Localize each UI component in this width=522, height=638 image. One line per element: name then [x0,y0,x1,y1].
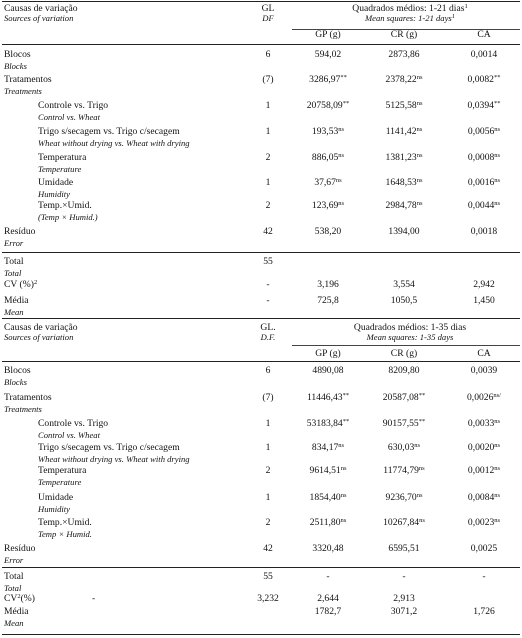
table1-df-header-en [208,13,328,24]
table1-row-3-df-text: 1 [265,126,271,137]
table2-col-header-0-text: GP (g) [315,348,341,359]
table2-row-6-label-en-text: Temp × Humid. [38,529,92,539]
table2-row-4-label-en [38,477,81,488]
table1-row-1-gp-text: 3286,97 [309,74,341,85]
table1-row-5-label [38,177,73,188]
table2-row-8-gp-text: - [326,571,330,582]
table2-row-0-ca-text: 0,0039 [470,365,498,376]
table2-row-4-label-text: Temperatura [38,465,87,476]
table2-row-4-ca-sup: ns [494,465,501,472]
table1-row-6-ca-sup: ns [494,200,501,207]
table1-col-header-1-text: CR (g) [390,29,418,40]
table2-row-0-gp-text: 4890,08 [312,365,344,376]
table1-row-1-ca [424,74,522,85]
table1-row-4-ca-text: 0,0008 [467,152,495,163]
table2-row-3-ca [424,442,522,453]
table2-row-9-label-suffix: (%) [20,593,35,604]
table1-row-5-ca-text: 0,0016 [467,177,495,188]
table1-row-2-ca-text: 0,0394 [467,100,494,111]
table2-row-3-label-text: Trigo s/secagem vs. Trigo c/secagem [38,442,180,453]
table1-row-9-label-text: CV (%) [4,279,34,290]
table1-row-4-ca [424,152,522,163]
table1-row-5-cr-text: 1648,53 [385,177,417,188]
table1-row-1-ca-text: 0,0082 [467,74,494,85]
table1-row-4-cr-text: 1381,23 [385,152,417,163]
table2-row-6-label [38,517,92,528]
table1-row-6-ca [424,200,522,211]
table2-row-1-gp-text: 11446,43 [306,392,343,403]
table1-row-2-cr-sup: ns [416,100,423,107]
table2-row-0-label-en-text: Blocks [4,377,27,387]
table1-row-7-df-text: 42 [263,226,273,237]
table2-row-9-cr [344,593,464,604]
table2-row-5-cr-sup: ns [416,492,423,499]
table1-row-2-ca-sup: ** [493,100,501,107]
table2-row-2-ca-sup: ns [494,418,501,425]
table2-row-3-ca-text: 0,0020 [467,442,495,453]
table1-row-6-df-text: 2 [265,200,271,211]
table1-row-4-ca-sup: ns [494,152,501,159]
table1-row-1-gp-sup: ** [340,74,347,81]
table2-row-10-ca-text: 1,726 [473,606,495,617]
table2-row-5-label-en-text: Humidity [38,504,70,514]
table1-ms-header-en [350,13,470,24]
table1-row-4-gp-text: 886,05 [311,152,339,163]
table2-row-6-cr-text: 10267,84 [383,517,420,528]
table1-row-8-df-text: 55 [263,256,273,267]
table1-row-4-label-text: Temperatura [38,152,87,163]
table1-row-3-label-en [38,138,190,149]
table1-row-10-label-en-text: Mean [4,307,24,317]
table2-row-5-ca-sup: ns [494,492,501,499]
table1-row-3-gp-text: 193,53 [311,126,339,137]
table1-row-7-ca [424,226,522,237]
table1-row-6-ca-text: 0,0044 [467,200,495,211]
table2-row-5-ca-text: 0,0084 [467,492,495,503]
table2-row-3-gp-sup: ns [338,442,345,449]
table1-row-9-df-text: - [266,279,270,290]
table1-row-8-label-en-text: Total [4,268,22,278]
table2-row-3-df-text: 1 [265,442,271,453]
table2-row-1-label-en [4,404,42,415]
table2-row-3-cr-text: 630,03 [387,442,415,453]
table2-row-5-cr-text: 9236,70 [385,492,417,503]
table1-ms-header-en-sup: 1 [451,13,456,20]
table2-row-8-label [4,571,24,582]
table2-df-header-en [208,332,328,343]
table1-ms-header-sup: 1 [464,3,468,10]
table-rule [2,361,520,362]
table2-row-5-gp-text: 1854,40 [309,492,341,503]
table2-row-2-ca [424,418,522,429]
table1-row-1-cr-sup: ns [416,74,423,81]
table2-row-8-df-text: 55 [263,571,273,582]
table1-row-5-label-en [38,189,70,200]
table2-ms-header-en [350,332,470,343]
table-rule [2,634,520,635]
table2-row-7-gp-text: 3320,48 [312,543,344,554]
table2-row-4-ca-text: 0,0012 [467,465,495,476]
table2-row-10-cr-text: 3071,2 [390,606,418,617]
table1-row-5-cr-sup: ns [416,177,423,184]
table1-row-8-label-en [4,268,21,279]
table1-row-9-ca [424,279,522,290]
table2-row-5-df-text: 1 [265,492,271,503]
table-rule [2,1,520,2]
table1-row-2-label-en-text: Control vs. Wheat [38,112,100,122]
table2-row-1-label-text: Tratamentos [4,392,52,403]
table2-source-header-en-text: Sources of variation [4,332,74,342]
table2-row-0-df-text: 6 [265,365,271,376]
table1-row-9-label-sup: 2 [33,279,38,286]
table-rule [2,318,520,319]
table2-row-9-label-text: CV [4,593,18,604]
table1-row-4-gp-sup: ns [338,152,345,159]
table1-source-header-text: Causas de variação [4,3,78,14]
table2-row-5-label-en [38,504,70,515]
table1-row-1-cr-text: 2378,22 [385,74,417,85]
table2-col-header-2 [424,348,522,359]
table1-row-0-cr-text: 2873,86 [388,49,420,60]
table2-row-7-ca [424,543,522,554]
table1-row-7-label-en-text: Error [4,238,24,248]
table2-row-10-label-en-text: Mean [4,618,24,628]
table1-row-6-label [38,200,92,211]
table2-row-8-ca [424,571,522,582]
table2-row-9-label-sup: 2 [17,593,21,600]
table2-row-7-label [4,543,35,554]
table2-row-6-cr-sup: ns [419,517,425,524]
table1-row-2-cr-text: 5125,58 [385,100,417,111]
table2-row-5-label [38,492,73,503]
table1-row-4-cr-sup: ns [416,152,423,159]
table1-row-7-ca-text: 0,0018 [470,226,498,237]
table2-source-header-text: Causas de variação [4,322,78,333]
table1-row-1-ca-sup: ** [493,74,501,81]
table1-row-1-label-en-text: Treatments [4,86,42,96]
table1-row-10-cr-text: 1050,5 [390,295,418,306]
table2-row-3-label-en-text: Wheat without drying vs. Wheat with drying [38,454,190,464]
table2-row-8-cr-text: - [402,571,406,582]
table1-row-5-gp-sup: ns [335,177,342,184]
table2-row-9-label [4,593,35,604]
table1-row-0-df-text: 6 [265,49,271,60]
table1-row-10-gp-text: 725,8 [317,295,339,306]
table2-row-1-df-text: (7) [262,392,274,403]
table1-row-6-label-en [38,212,98,223]
table1-row-9-cr-text: 3,554 [393,279,415,290]
table2-col-header-2-text: CA [477,348,491,359]
table2-row-4-gp-text: 9614,51 [309,465,341,476]
table2-row-1-gp-sup: ** [342,392,350,399]
table1-col-header-0-text: GP (g) [315,29,341,40]
table1-col-header-2-text: CA [477,29,491,40]
table2-row-3-cr-sup: ns [414,442,421,449]
table2-row-1-cr-sup: ** [418,392,426,399]
table1-row-5-label-en-text: Humidity [38,189,70,199]
table1-row-6-label-en-text: (Temp × Humid.) [38,212,98,222]
table1-row-6-cr-text: 2984,78 [385,200,417,211]
table1-row-2-df-text: 1 [265,100,271,111]
table1-row-0-ca-text: 0,0014 [470,49,498,60]
table1-row-10-ca [424,295,522,306]
table2-ms-header-text: Quadrados médios: 1-35 dias [353,322,467,333]
table2-df-header-en-text: D.F. [260,332,276,342]
table2-row-10-label-en [4,618,24,629]
table2-row-3-label-en [38,454,190,465]
table1-ms-header-en-text: Mean squares: 1-21 days [364,13,452,23]
table2-ms-header-en-text: Mean squares: 1-35 days [366,332,454,342]
table2-row-5-gp-sup: ns [340,492,347,499]
table1-row-0-gp-text: 594,02 [314,49,342,60]
table2-row-6-ca-sup: ns [494,517,501,524]
table1-row-9-label [4,279,37,290]
table1-row-5-ca-sup: ns [494,177,501,184]
table2-row-2-df-text: 1 [265,418,271,429]
table1-row-3-label-text: Trigo s/secagem vs. Trigo c/secagem [38,126,180,137]
table1-row-2-label [38,100,108,111]
table1-df-header-text: GL [261,3,275,14]
table1-row-10-label [4,295,29,306]
table2-row-6-ca-text: 0,0023 [467,517,495,528]
table2-row-1-ca-text: 0,0026 [467,392,494,403]
table1-row-3-ca-text: 0,0056 [467,126,495,137]
table-rule [2,252,520,253]
table1-row-10-df-text: - [266,295,270,306]
table2-row-1-ca-sup: ns/ [493,392,501,399]
table2-row-0-label-text: Blocos [4,365,31,376]
table2-row-0-label [4,365,31,376]
table1-row-10-label-en [4,307,24,318]
table2-row-9-df-text: 3,232 [257,593,279,604]
table1-row-5-gp-text: 37,67 [314,177,336,188]
table2-row-1-cr-text: 20587,08 [382,392,419,403]
table1-row-3-ca-sup: ns [494,126,501,133]
table2-row-6-ca [424,517,522,528]
table1-row-3-label-en-text: Wheat without drying vs. Wheat with drying [38,138,190,148]
table2-row-2-gp-sup: ** [342,418,350,425]
table2-row-0-cr-text: 8209,80 [388,365,420,376]
header-rule [292,345,520,346]
table2-row-4-label-en-text: Temperature [38,477,82,487]
table1-source-header-en [4,13,73,24]
table1-row-3-ca [424,126,522,137]
table1-row-8-label [4,256,24,267]
table1-row-7-label-text: Resíduo [4,226,36,237]
table2-row-8-label-text: Total [4,571,24,582]
table2-row-2-label [38,418,108,429]
table2-row-4-gp-sup: ns [340,465,347,472]
table1-row-6-label-text: Temp.×Umid. [38,200,92,211]
table1-ms-header-text: Quadrados médios: 1-21 dias [352,3,465,14]
table1-row-3-label [38,126,180,137]
table2-row-10-label [4,606,29,617]
table2-row-2-label-en-text: Control vs. Wheat [38,430,100,440]
table2-row-7-label-en [4,555,23,566]
table1-row-6-gp-text: 123,69 [311,200,339,211]
table1-row-0-label-en-text: Blocks [4,61,27,71]
table1-row-5-ca [424,177,522,188]
table-rule [2,567,520,568]
table1-row-0-label-text: Blocos [4,49,31,60]
table2-row-9-dash [92,593,95,604]
table1-row-4-label [38,152,86,163]
table1-row-2-ca [424,100,522,111]
table2-row-4-label [38,465,86,476]
table1-row-0-ca [424,49,522,60]
header-rule [292,29,520,30]
table1-row-8-label-text: Total [4,256,24,267]
table1-row-3-cr-sup: ns [416,126,423,133]
table2-row-1-ca [424,392,522,403]
table1-row-3-gp-sup: ns [338,126,345,133]
table1-row-5-label-text: Umidade [38,177,74,188]
table1-row-4-df-text: 2 [265,152,271,163]
table2-row-6-label-text: Temp.×Umid. [38,517,92,528]
table1-row-1-label-text: Tratamentos [4,74,52,85]
table1-row-8-df [208,256,328,267]
table1-row-2-gp-text: 20758,09 [306,100,343,111]
table2-row-7-label-text: Resíduo [4,543,36,554]
table1-row-2-gp-sup: ** [342,100,350,107]
table2-row-0-label-en [4,377,27,388]
table1-source-header-en-text: Sources of variation [4,13,74,23]
table2-row-1-label-en-text: Treatments [4,404,42,414]
table1-row-7-gp-text: 538,20 [314,226,342,237]
table2-row-7-ca-text: 0,0025 [470,543,498,554]
table1-row-1-df-text: (7) [262,74,274,85]
table1-row-9-ca-text: 2,942 [473,279,495,290]
table1-row-4-label-en [38,164,81,175]
table2-row-4-df-text: 2 [265,465,271,476]
table2-row-3-ca-sup: ns [494,442,501,449]
table1-row-0-label [4,49,31,60]
table2-row-9-dash-text: - [92,593,96,604]
table1-row-7-label [4,226,35,237]
table2-row-6-df-text: 2 [265,517,271,528]
table1-row-10-ca-text: 1,450 [473,295,495,306]
table1-row-0-label-en [4,61,27,72]
table1-row-10-label-text: Média [4,295,29,306]
table2-row-8-ca-text: - [482,571,486,582]
table1-row-1-label [4,74,52,85]
table2-row-10-ca [424,606,522,617]
table1-df-header-en-text: DF [262,13,274,23]
table2-row-6-gp-sup: ns [340,517,347,524]
table2-row-2-label-en [38,430,100,441]
table1-row-7-cr-text: 1394,00 [388,226,420,237]
table1-row-4-label-en-text: Temperature [38,164,82,174]
table2-row-9-cr-text: 2,913 [393,593,415,604]
table2-col-header-1-text: CR (g) [390,348,418,359]
table1-row-6-cr-sup: ns [416,200,423,207]
table2-row-9-gp-text: 2,644 [317,593,339,604]
table2-row-1-label [4,392,52,403]
table2-row-2-label-text: Controle vs. Trigo [38,418,109,429]
table2-row-7-label-en-text: Error [4,555,24,565]
table2-row-7-df-text: 42 [263,543,273,554]
table2-row-10-label-text: Média [4,606,29,617]
table1-row-1-label-en [4,86,42,97]
table1-row-3-cr-text: 1141,42 [385,126,417,137]
table2-row-3-gp-text: 834,17 [311,442,339,453]
table-rule [2,44,520,45]
table2-source-header-en [4,332,73,343]
table2-row-2-gp-text: 53183,84 [306,418,343,429]
table1-col-header-2 [424,29,522,40]
table1-row-7-label-en [4,238,23,249]
table2-row-5-label-text: Umidade [38,492,74,503]
table2-row-4-cr-sup: ns [418,465,425,472]
table2-row-4-cr-text: 11774,79 [383,465,419,476]
table2-row-6-gp-text: 2511,80 [309,517,341,528]
table2-row-10-gp-text: 1782,7 [314,606,342,617]
table2-row-2-cr-sup: ** [418,418,426,425]
table2-row-8-label-en-text: Total [4,583,22,593]
table2-row-4-ca [424,465,522,476]
table1-row-5-df-text: 1 [265,177,271,188]
table1-row-2-label-text: Controle vs. Trigo [38,100,109,111]
table2-row-2-cr-text: 90157,55 [382,418,419,429]
table1-row-6-gp-sup: ns [338,200,345,207]
table2-df-header-text: GL. [260,322,276,333]
table2-row-7-cr-text: 6595,51 [388,543,420,554]
table2-row-5-ca [424,492,522,503]
table1-row-2-label-en [38,112,100,123]
table2-row-2-ca-text: 0,0033 [467,418,495,429]
table2-row-3-label [38,442,180,453]
table2-row-0-ca [424,365,522,376]
table1-row-9-gp-text: 3,196 [317,279,339,290]
table2-row-6-label-en [38,529,92,540]
